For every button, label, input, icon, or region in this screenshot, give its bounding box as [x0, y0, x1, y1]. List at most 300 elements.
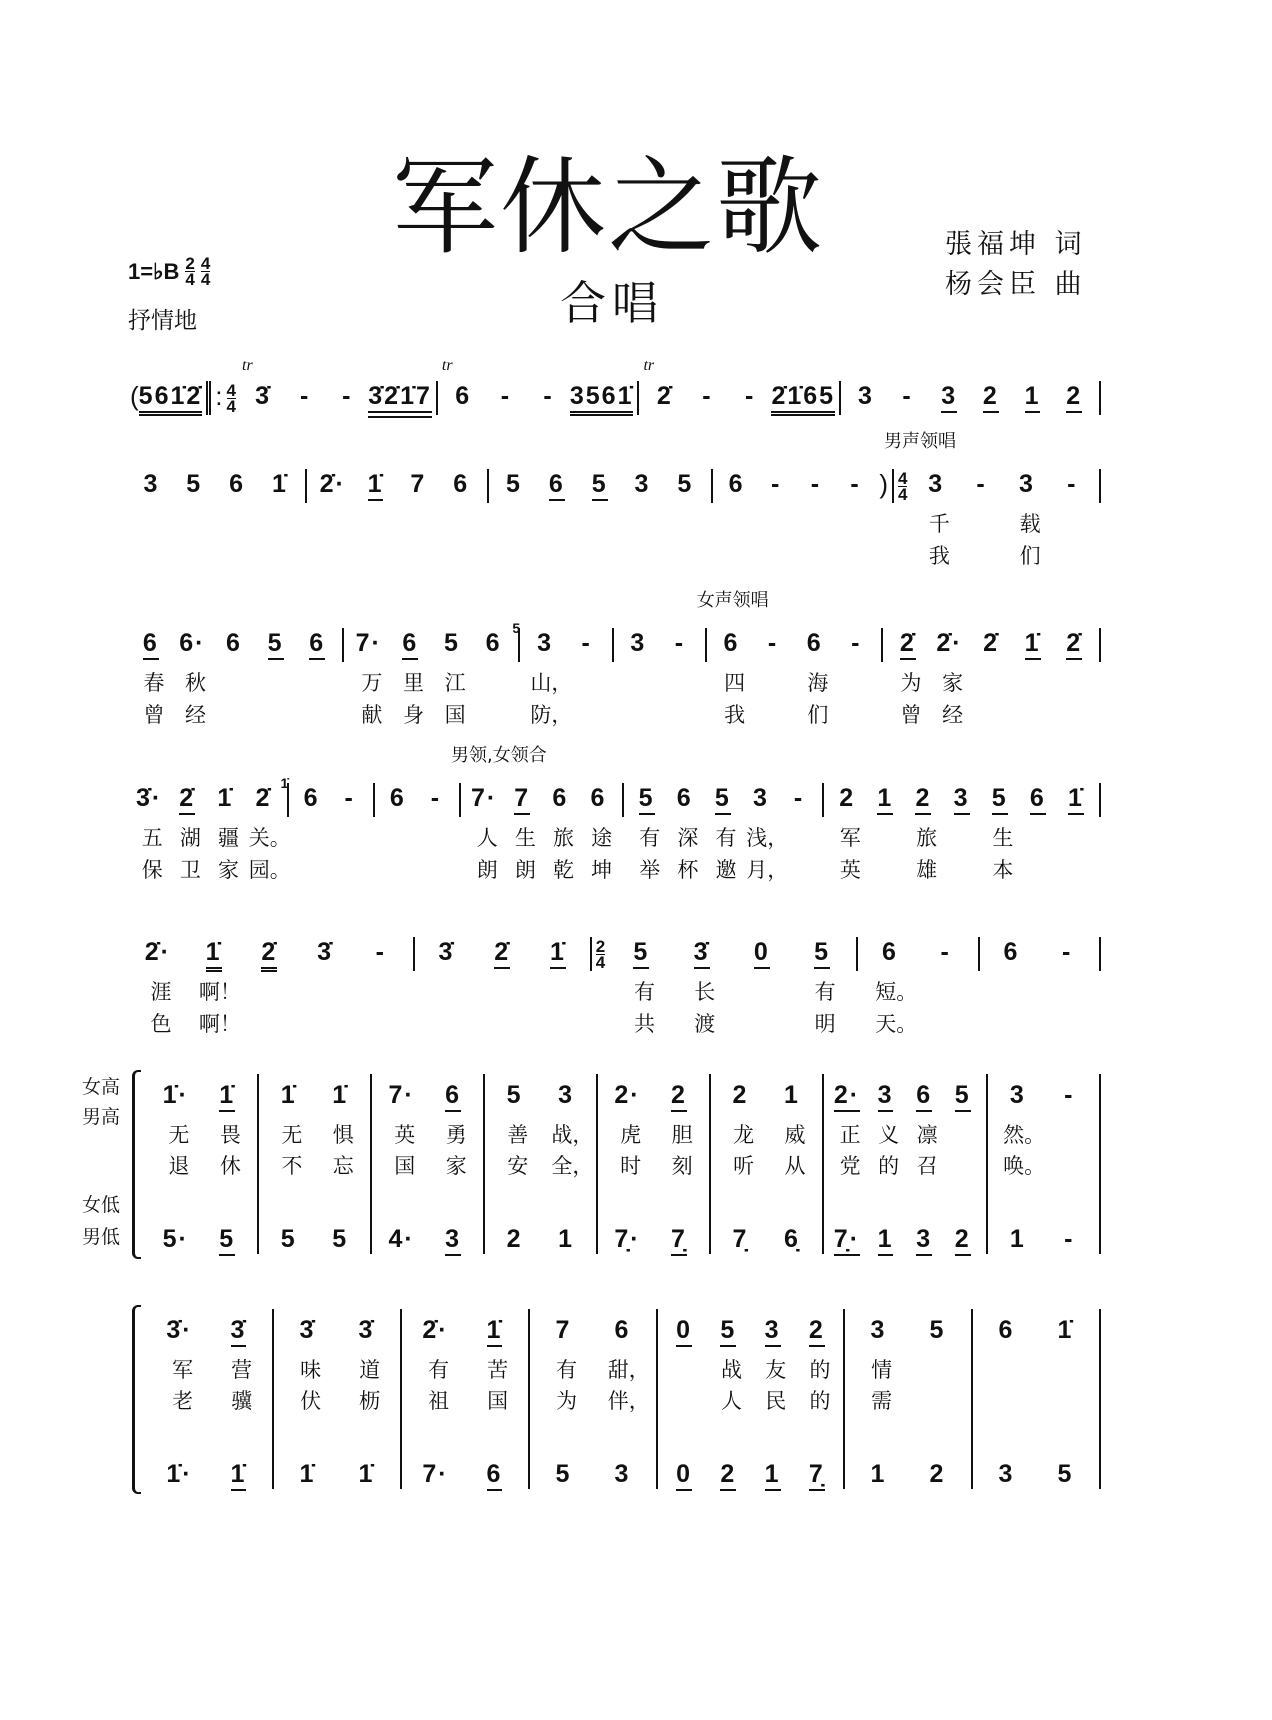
lyric-verse-1: 畏 — [219, 1123, 241, 1147]
part-label: 女高 — [82, 1076, 121, 1098]
lyric-verse-2: 时 — [620, 1154, 642, 1178]
ts-denominator: 4 — [595, 952, 606, 972]
note-column — [1053, 628, 1095, 662]
note-column — [984, 937, 1040, 971]
note: - — [342, 382, 353, 410]
lyric-verse-2: 啊！ — [198, 1012, 241, 1036]
measure — [451, 745, 622, 882]
note-column — [671, 937, 731, 1036]
note: - — [430, 784, 442, 812]
lyric-verse-1: 啊！ — [198, 980, 241, 1004]
measure — [370, 1074, 483, 1254]
note: 6 — [389, 784, 406, 812]
note: 3 — [878, 1080, 894, 1112]
bass-note: 7̣ — [671, 1224, 687, 1256]
note-column — [493, 469, 536, 503]
measure — [206, 357, 436, 416]
note-column — [512, 620, 573, 727]
note-column — [729, 381, 772, 415]
lyric-verse-2: 退 — [168, 1154, 190, 1178]
measure — [342, 628, 518, 727]
note-column — [611, 937, 671, 1036]
note-column — [406, 1315, 465, 1488]
lyric-verse-2: 国 — [394, 1154, 416, 1178]
note: 1̇ — [1025, 628, 1041, 660]
note: - — [674, 629, 686, 657]
note: 7 — [410, 470, 427, 498]
lyric-verse-2: 曾 — [900, 703, 922, 727]
note-column — [258, 469, 301, 503]
note: - — [793, 784, 805, 812]
lyric-verse-2: 人 — [721, 1389, 743, 1413]
note-column — [296, 628, 338, 662]
note-column — [244, 783, 291, 882]
note: - — [810, 470, 822, 498]
note-column — [209, 1315, 268, 1488]
note: 5 — [443, 629, 460, 657]
lyric-verse-1: 四 — [724, 671, 746, 695]
note: - — [543, 382, 554, 410]
choir-system — [146, 1080, 1101, 1253]
note-column — [465, 783, 503, 882]
lyric-verse-1: 勇 — [445, 1123, 467, 1147]
note: 1̇ — [217, 784, 234, 812]
note: 5 — [715, 783, 731, 815]
lyric-verse-2: 需 — [871, 1389, 893, 1413]
note: 3 — [752, 784, 769, 812]
note-column — [913, 469, 958, 568]
note-column — [440, 469, 483, 503]
lyric-verse-2: 明 — [814, 1012, 836, 1036]
lyric-verse-1: 军 — [172, 1358, 194, 1382]
lyric-verse-2: 曾 — [143, 703, 165, 727]
lyric-verse-1: 春 — [143, 671, 165, 695]
part-label: 男高 — [82, 1106, 121, 1128]
note: 7 — [555, 1316, 572, 1344]
note-column — [173, 469, 216, 503]
key-signature — [128, 256, 210, 287]
note-column — [653, 1080, 704, 1253]
note: 6 — [916, 1080, 932, 1112]
measure — [373, 783, 459, 817]
lyric-verse-1: 营 — [231, 1358, 253, 1382]
lyric-verse-2: 邀 — [715, 858, 737, 882]
bass-note: 3 — [445, 1224, 461, 1256]
bass-note: 2 — [929, 1460, 946, 1488]
note: 0 — [754, 937, 770, 969]
lyric-verse-2: 休 — [219, 1154, 241, 1178]
note-column — [354, 469, 397, 503]
note: 3̇2̇1̇7 — [368, 381, 432, 418]
note-column — [795, 1315, 839, 1488]
note: 6 — [723, 629, 740, 657]
note: 2̇· — [319, 470, 346, 498]
note: 3 — [857, 382, 874, 410]
measure — [709, 1074, 822, 1254]
note: - — [299, 382, 311, 410]
note: 1̇ — [550, 937, 566, 969]
note: 2̇ — [900, 628, 916, 660]
note-column — [1004, 469, 1049, 568]
bass-note: 3 — [998, 1460, 1015, 1488]
note-column — [216, 469, 259, 503]
lyric-verse-1: 情 — [871, 1358, 893, 1382]
lyric-verse-2: 经 — [942, 703, 964, 727]
note: 561̇2̇ — [139, 381, 203, 416]
lyric-verse-1: 里 — [402, 671, 424, 695]
lyric-verse-2: 国 — [444, 703, 466, 727]
lyric-verse-2: 祖 — [428, 1389, 450, 1413]
note: 5 — [592, 469, 608, 501]
bass-note: 0 — [676, 1459, 692, 1491]
note: 2̇· — [144, 938, 171, 966]
note: - — [702, 382, 713, 410]
measure — [637, 357, 839, 415]
lyric-verse-1: 千 — [928, 512, 950, 536]
lyric-verse-1: 疆 — [217, 826, 239, 850]
note: 1̇ — [219, 1080, 235, 1112]
lyric-verse-1: 英 — [394, 1123, 416, 1147]
bass-note: 1̇ — [358, 1460, 375, 1488]
note-column — [866, 783, 904, 817]
note-column — [376, 1080, 427, 1253]
note-column — [662, 1315, 706, 1488]
bass-note: 2 — [955, 1224, 971, 1256]
note-column — [887, 628, 929, 727]
lyric-verse-1: 战， — [551, 1123, 594, 1147]
lyric-verse-2: 召 — [916, 1154, 938, 1178]
note: - — [744, 382, 756, 410]
measure — [856, 937, 977, 1036]
note-column — [959, 469, 1004, 503]
note: 1̇ — [271, 470, 288, 498]
note-column — [1057, 783, 1095, 817]
note: 3 — [954, 783, 970, 815]
note: - — [771, 470, 782, 498]
note-column — [659, 628, 701, 662]
lyric-verse-1: 甜， — [607, 1358, 650, 1382]
note: 5 — [186, 470, 203, 498]
lyric-verse-2: 从 — [784, 1154, 806, 1178]
note: 1 — [877, 783, 893, 815]
note: - — [976, 470, 987, 498]
note-column — [666, 783, 704, 882]
lyric-verse-2: 全， — [551, 1154, 594, 1178]
ts-denominator: 4 — [898, 484, 908, 504]
note: 3̇ — [694, 937, 710, 969]
lyric-verse-2: 老 — [172, 1389, 194, 1413]
bass-note: 1 — [1009, 1225, 1026, 1253]
bass-note: 7̣· — [614, 1225, 641, 1253]
measure — [126, 937, 413, 1036]
lyric-verse-1: 龙 — [733, 1123, 755, 1147]
note: 3 — [765, 1315, 781, 1347]
measure — [696, 590, 881, 727]
measure — [272, 1309, 400, 1489]
measure — [280, 775, 373, 817]
lyric-verse-1: 无 — [281, 1123, 303, 1147]
measure — [656, 1309, 843, 1489]
ts-numerator: 2 — [185, 254, 195, 273]
lyric-verse-2: 我 — [928, 544, 950, 568]
lyric-verse-2: 忘 — [332, 1154, 354, 1178]
lyric-verse-1: 湖 — [179, 826, 201, 850]
note-column — [530, 937, 586, 971]
note-column — [130, 783, 168, 882]
note: 1 — [1025, 381, 1041, 413]
lyric-verse-2: 朗 — [476, 858, 498, 882]
lyric-verse-2: 献 — [361, 703, 383, 727]
measure — [126, 628, 342, 727]
note: 3561̇ — [570, 381, 634, 416]
measure — [257, 1074, 370, 1254]
lyric-verse-1: 涯 — [150, 980, 172, 1004]
note-column — [732, 937, 792, 971]
note-column — [150, 1315, 209, 1488]
section-label: 男领,女领合 — [451, 745, 547, 766]
bass-note: 7· — [422, 1460, 449, 1488]
bass-note: 1̇· — [166, 1460, 193, 1488]
note-column — [602, 1080, 653, 1253]
note-column — [331, 783, 369, 817]
note: 6 — [303, 784, 320, 812]
note-column — [628, 783, 666, 882]
note: 5 — [720, 1315, 736, 1347]
lyric-verse-1: 江 — [444, 671, 466, 695]
note-column — [534, 1315, 593, 1488]
note-column — [379, 783, 417, 817]
ts-denominator: 4 — [185, 270, 195, 289]
lyric-verse-2: 为 — [556, 1389, 578, 1413]
lyric-verse-2: 们 — [1019, 544, 1041, 568]
measure — [126, 783, 291, 882]
note-column — [970, 628, 1012, 662]
lyric-verse-1: 长 — [694, 980, 716, 1004]
note: 5 — [506, 470, 522, 498]
note: 1̇ — [332, 1081, 349, 1109]
note: 3̇ — [231, 1315, 247, 1347]
lyric-verse-1: 载 — [1019, 512, 1041, 536]
measure — [843, 1309, 971, 1489]
part-label: 女低 — [82, 1194, 121, 1216]
note-column — [752, 628, 794, 662]
note-column — [326, 381, 368, 415]
lyric-verse-1: 生 — [992, 826, 1014, 850]
lyric-verse-2: 们 — [807, 703, 829, 727]
section-label: 女声领唱 — [696, 590, 769, 611]
note-column — [278, 1315, 337, 1488]
note: 2 — [983, 381, 999, 413]
open-paren: ( — [130, 381, 139, 411]
choir-system — [146, 1315, 1101, 1488]
note: 6 — [998, 1316, 1015, 1344]
note: 3 — [870, 1316, 887, 1344]
note-column — [977, 1315, 1036, 1488]
bass-note: 5 — [555, 1460, 572, 1488]
measure — [413, 937, 590, 971]
note: 7· — [388, 1081, 415, 1109]
note-column — [756, 469, 796, 503]
bass-note: 1 — [558, 1225, 574, 1253]
note: 2̇ — [179, 783, 195, 815]
note: 3 — [1018, 470, 1035, 498]
note-column — [780, 783, 818, 817]
note-column — [943, 1080, 982, 1253]
note: 1 — [783, 1081, 800, 1109]
note-column — [828, 1080, 867, 1253]
note-column — [473, 628, 515, 662]
lyric-verse-1: 苦 — [487, 1358, 509, 1382]
note-column — [943, 783, 981, 817]
section-label: 男声领唱 — [884, 431, 957, 452]
staff-row — [126, 936, 1101, 1036]
measure — [596, 1074, 709, 1254]
lyric-verse-1: 五 — [141, 826, 163, 850]
note: 6 — [309, 628, 325, 660]
lyric-verse-2: 本 — [992, 858, 1014, 882]
note-column — [130, 628, 172, 727]
lyric-verse-1: 善 — [507, 1123, 529, 1147]
lyric-verse-2: 枥 — [359, 1389, 381, 1413]
lyric-verse-2: 听 — [733, 1154, 755, 1178]
note-column — [905, 1080, 944, 1253]
lyric-verse-1: 凛 — [916, 1123, 938, 1147]
note: 2 — [1066, 381, 1082, 413]
measure — [436, 357, 638, 415]
measure — [487, 469, 711, 503]
note-column — [130, 937, 186, 1036]
note: 6 — [1030, 783, 1046, 815]
note: 2̇ — [255, 784, 272, 812]
lyric-verse-2: 家 — [445, 1154, 467, 1178]
note: 6 — [485, 629, 502, 657]
tempo-marking: 抒情地 — [128, 307, 197, 333]
lyric-verse-2: 渡 — [694, 1012, 716, 1036]
note: 1̇· — [162, 1081, 189, 1109]
lyric-verse-2: 党 — [839, 1154, 861, 1178]
lyric-verse-1: 无 — [168, 1123, 190, 1147]
note-column — [643, 357, 686, 415]
close-paren: ) — [879, 469, 889, 499]
note-column — [186, 937, 242, 1036]
note-column — [866, 1080, 905, 1253]
note-column — [474, 937, 530, 971]
lyric-verse-1: 正 — [839, 1123, 861, 1147]
measure — [612, 628, 705, 662]
note: 2· — [614, 1081, 641, 1109]
lyric-verse-1: 然。 — [1003, 1123, 1046, 1147]
lyric-verse-2: 骥 — [231, 1389, 253, 1413]
note-column — [1019, 783, 1057, 817]
bass-note: - — [1064, 1225, 1075, 1253]
lyricist-credit: 張福坤 词 — [945, 229, 1087, 260]
note-column — [862, 937, 918, 1036]
note-column — [579, 783, 617, 882]
note: - — [500, 382, 512, 410]
note: 2̇· — [422, 1316, 449, 1344]
note-column — [242, 357, 284, 415]
note: 6 — [549, 469, 565, 501]
bass-note: 1 — [878, 1224, 894, 1256]
note: 1̇ — [368, 469, 384, 501]
note-column — [887, 381, 929, 415]
note: 3 — [634, 470, 651, 498]
lyric-verse-2: 家 — [217, 858, 239, 882]
bass-note: 3 — [916, 1224, 932, 1256]
note-column — [771, 381, 835, 415]
staff-row — [126, 590, 1101, 727]
bass-note: 5 — [1057, 1460, 1074, 1488]
lyric-verse-1: 海 — [807, 671, 829, 695]
note-column — [593, 1315, 652, 1488]
note-column — [904, 783, 942, 882]
measure — [512, 620, 611, 727]
lyric-verse-1: 途 — [591, 826, 613, 850]
lyric-verse-1: 味 — [300, 1358, 322, 1382]
lyric-verse-2: 月， — [746, 858, 789, 882]
lyric-verse-1: 万 — [361, 671, 383, 695]
lyric-verse-1: 虎 — [620, 1123, 642, 1147]
note: 3̇· — [135, 784, 163, 812]
bass-note: 1̇ — [231, 1459, 247, 1491]
lyric-verse-1: 关。 — [248, 826, 291, 850]
note: 3̇ — [358, 1316, 375, 1344]
measure — [711, 469, 892, 503]
lyric-verse-2: 我 — [724, 703, 746, 727]
note: 3 — [537, 629, 554, 657]
note-column — [535, 469, 578, 503]
note: 6 — [728, 470, 745, 498]
note-column — [1012, 381, 1054, 415]
note-column — [172, 628, 214, 727]
note: 3 — [941, 381, 957, 413]
note: 3̇ — [299, 1316, 316, 1344]
note-column — [206, 783, 244, 882]
note: 5 — [992, 783, 1008, 815]
lyric-verse-2: 朗 — [514, 858, 536, 882]
note: 2· — [834, 1080, 860, 1112]
note-column — [792, 937, 852, 1036]
note: 1̇ — [280, 1081, 297, 1109]
note: 1̇ — [206, 937, 222, 972]
bass-note: 5 — [280, 1225, 297, 1253]
note-column — [992, 1080, 1046, 1253]
lyric-verse-2: 保 — [141, 858, 163, 882]
note: 2̇1̇65 — [771, 381, 835, 416]
lyric-verse-1: 战 — [721, 1358, 743, 1382]
measure — [622, 783, 823, 882]
note: 1̇ — [1068, 783, 1084, 815]
lyric-verse-2: 身 — [402, 703, 424, 727]
note-column — [465, 1315, 524, 1488]
bass-note: 7̣ — [732, 1225, 749, 1253]
key-text: 1=♭B — [128, 258, 180, 284]
lyric-verse-1: 威 — [784, 1123, 806, 1147]
lyric-verse-1: 胆 — [671, 1123, 693, 1147]
note-column — [845, 381, 887, 415]
measure — [839, 381, 1101, 415]
lyric-verse-2: 坤 — [591, 858, 613, 882]
note-column — [835, 628, 877, 662]
lyric-verse-1: 有 — [639, 826, 661, 850]
bass-note: 5· — [162, 1225, 189, 1253]
note: 5 — [929, 1316, 946, 1344]
note-column — [441, 357, 485, 415]
note-column — [1050, 469, 1095, 503]
lyric-verse-2: 雄 — [916, 858, 938, 882]
note-column — [397, 469, 440, 503]
measure — [146, 1074, 257, 1254]
